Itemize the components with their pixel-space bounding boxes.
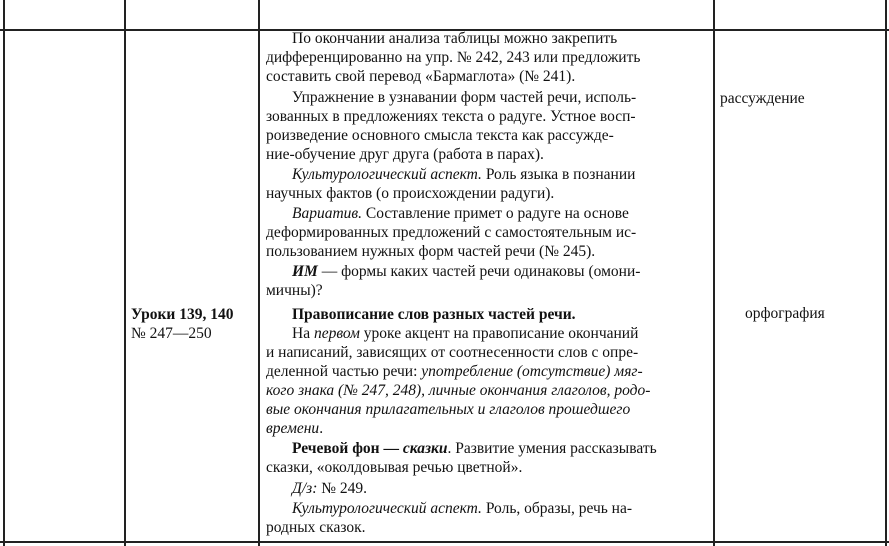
content-line: родных сказок. xyxy=(266,519,366,536)
content-line: пользованием нужных форм частей речи (№ 245). xyxy=(266,243,596,260)
content-line: деформированных предложений с самостоятельным ис- xyxy=(266,224,637,241)
content-line: зованных в предложениях текста о радуге. Устное восп- xyxy=(266,108,636,125)
lesson-exercises: № 247—250 xyxy=(131,325,212,342)
variative-label: Вариатив. xyxy=(292,205,363,222)
content-line: Культурологический аспект. Роль языка в познании xyxy=(292,166,636,183)
type-spelling: орфография xyxy=(745,305,825,322)
lesson-title: Уроки 139, 140 xyxy=(131,306,234,323)
content-line: Культурологический аспект. Роль, образы, речь на- xyxy=(292,500,633,517)
content-line: ние-обучение друг друга (работа в парах). xyxy=(266,146,544,163)
content-line: деленной частью речи: употребление (отсутствие) мяг- xyxy=(266,363,643,380)
content-cell xyxy=(266,29,708,541)
content-line: составить свой перевод «Бармаглота» (№ 241). xyxy=(266,68,576,85)
content-line: научных фактов (о происхождении радуги). xyxy=(266,185,555,202)
column-divider-4 xyxy=(713,0,715,546)
content-line: Речевой фон — сказки. Развитие умения рассказывать xyxy=(292,440,657,457)
content-line: Д/з: № 249. xyxy=(292,480,368,497)
column-divider-5 xyxy=(885,0,887,546)
content-line: роизведение основного смысла текста как рассужде- xyxy=(266,127,614,144)
table-bottom-border xyxy=(0,541,889,543)
column-divider-3 xyxy=(258,0,260,546)
content-line: мичны)? xyxy=(266,282,323,299)
content-line: вые окончания прилагательных и глаголов прошедшего xyxy=(266,401,631,418)
content-line: На первом уроке акцент на правописание окончаний xyxy=(292,325,639,342)
content-line: По окончании анализа таблицы можно закрепить xyxy=(292,30,618,47)
content-line: ИМ — формы каких частей речи одинаковы (омони- xyxy=(292,263,641,280)
content-line: сказки, «околдовывая речью цветной». xyxy=(266,459,523,476)
aspect-label: Культурологический аспект. xyxy=(292,166,482,183)
content-line: кого знака (№ 247, 248), личные окончания глаголов, родо- xyxy=(266,382,651,399)
section-heading: Правописание слов разных частей речи. xyxy=(292,306,576,323)
content-line: Упражнение в узнавании форм частей речи, исполь- xyxy=(292,89,637,106)
homework-label: Д/з: xyxy=(292,480,318,497)
aspect-label: Культурологический аспект. xyxy=(292,500,482,517)
speech-background-label: Речевой фон — xyxy=(292,440,403,457)
column-divider-2 xyxy=(124,0,126,546)
content-line: Вариатив. Составление примет о радуге на основе xyxy=(292,205,629,222)
content-line: дифференцированно на упр. № 242, 243 или предложить xyxy=(266,49,641,66)
content-line: времени. xyxy=(266,420,324,437)
content-line: и написаний, зависящих от соотнесенности слов с опре- xyxy=(266,344,639,361)
im-label: ИМ xyxy=(292,263,318,280)
type-reasoning: рассуждение xyxy=(720,90,805,107)
column-divider-1 xyxy=(3,0,5,546)
